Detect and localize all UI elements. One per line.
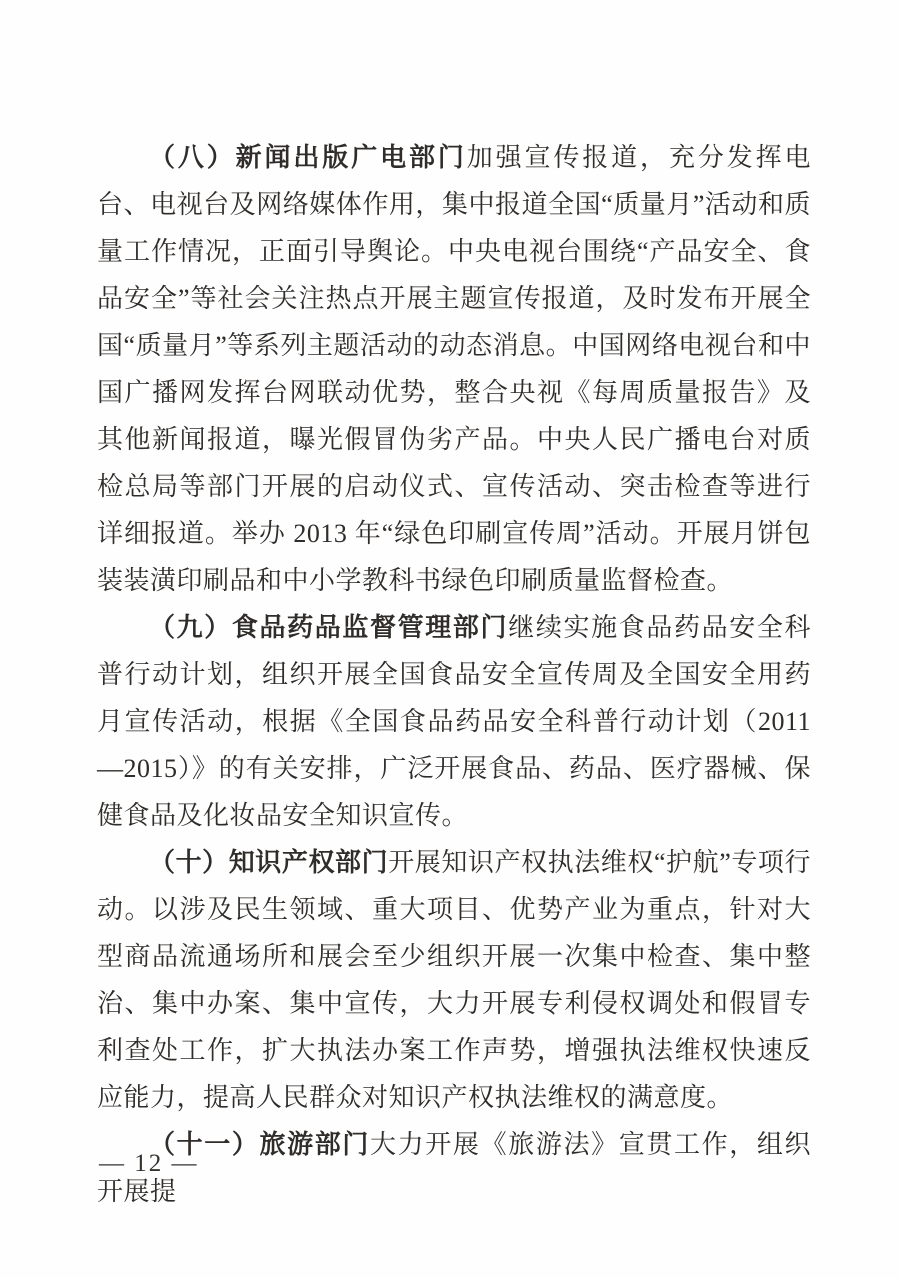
section-8-heading: （八）新闻出版广电部门: [149, 143, 467, 172]
paragraph-section-9: [97, 604, 811, 839]
paragraph-section-10: [97, 839, 811, 1121]
section-9-text: 继续实施食品药品安全科普行动计划，组织开展全国食品安全宣传周及全国安全用药月宣传活动，根据《全国食品药品安全科普行动计划（2011—2015）》的有关安排，广泛开展食品、药品、医疗器械、保健食品及化妆品安全知识宣传。: [97, 613, 811, 830]
paragraph-section-8: [97, 134, 811, 604]
section-9-heading: （九）食品药品监督管理部门: [149, 613, 509, 642]
section-10-heading: （十）知识产权部门: [149, 848, 389, 877]
document-body: [97, 134, 811, 1215]
paragraph-section-11: [97, 1121, 811, 1215]
section-10-text: 开展知识产权执法维权“护航”专项行动。以涉及民生领域、重大项目、优势产业为重点，针对大型商品流通场所和展会至少组织开展一次集中检查、集中整治、集中办案、集中宣传，大力开展专利侵权调处和假冒专利查处工作，扩大执法办案工作声势，增强执法维权快速反应能力，提高人民群众对知识产权执法维权的满意度。: [97, 848, 811, 1112]
section-11-text: 大力开展《旅游法》宣贯工作，组织开展提: [97, 1130, 811, 1206]
page-number: — 12 —: [99, 1150, 199, 1177]
section-11-heading: （十一）旅游部门: [149, 1130, 371, 1159]
section-8-text: 加强宣传报道，充分发挥电台、电视台及网络媒体作用，集中报道全国“质量月”活动和质量工作情况，正面引导舆论。中央电视台围绕“产品安全、食品安全”等社会关注热点开展主题宣传报道，及时发布开展全国“质量月”等系列主题活动的动态消息。中国网络电视台和中国广播网发挥台网联动优势，整合央视《每周质量报告》及其他新闻报道，曝光假冒伪劣产品。中央人民广播电台对质检总局等部门开展的启动仪式、宣传活动、突击检查等进行详细报道。举办 2013 年“绿色印刷宣传周”活动。开展月饼包装装潢印刷品和中小学教科书绿色印刷质量监督检查。: [97, 143, 811, 595]
